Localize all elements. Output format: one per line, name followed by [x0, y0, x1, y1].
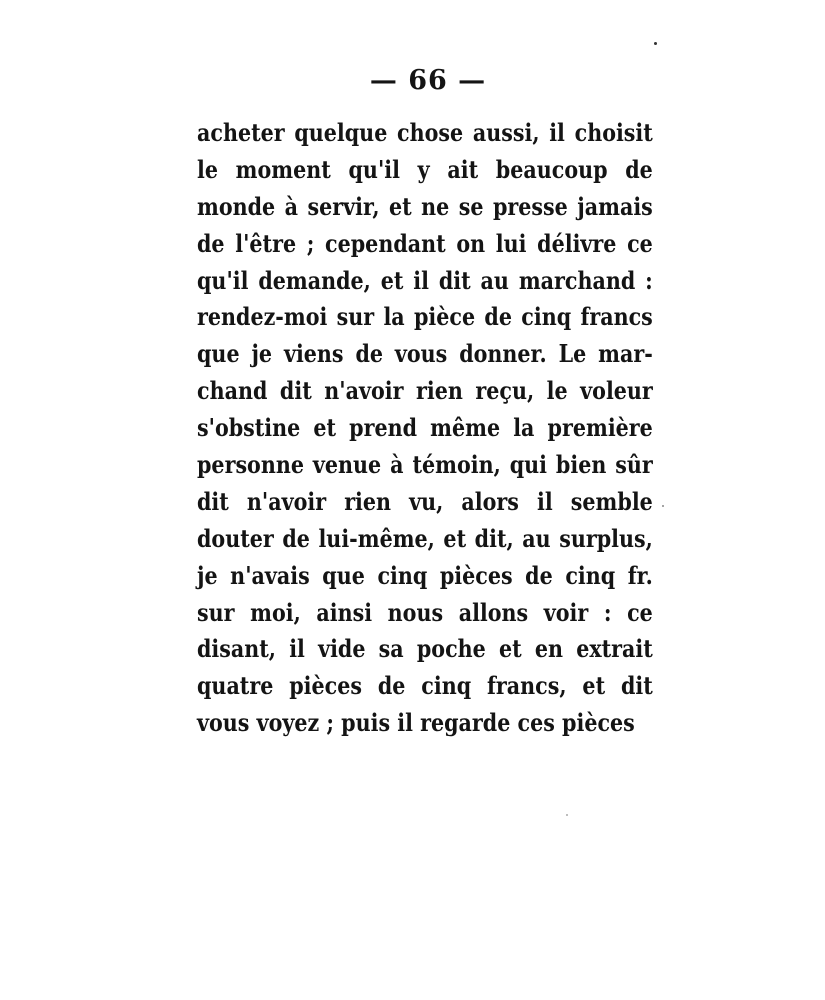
- text-line: douter de lui-même, et dit, au surplus,: [197, 523, 653, 553]
- text-line: vous voyez ; puis il regarde ces pièces: [197, 708, 635, 738]
- text-line: s'obstine et prend même la première: [197, 413, 653, 443]
- text-line: rendez-moi sur la pièce de cinq francs: [197, 302, 653, 332]
- text-line: acheter quelque chose aussi, il choisit: [197, 118, 653, 147]
- text-line: qu'il demande, et il dit au marchand :: [197, 265, 653, 295]
- text-line: disant, il vide sa poche et en extrait: [197, 634, 653, 664]
- text-line: personne venue à témoin, qui bien sûr: [197, 450, 653, 480]
- text-line: dit n'avoir rien vu, alors il semble: [197, 486, 653, 516]
- text-line: sur moi, ainsi nous allons voir : ce: [197, 597, 653, 627]
- text-line: je n'avais que cinq pièces de cinq fr.: [197, 560, 653, 590]
- text-line: que je viens de vous donner. Le mar-: [197, 339, 653, 369]
- ink-speck: [566, 814, 568, 816]
- text-line: monde à servir, et ne se presse jamais: [197, 191, 653, 221]
- ink-speck: [662, 505, 664, 507]
- text-line: le moment qu'il y ait beaucoup de: [197, 154, 653, 184]
- ink-speck: [654, 42, 657, 45]
- text-line: quatre pièces de cinq francs, et dit: [197, 671, 653, 701]
- text-line: de l'être ; cependant on lui délivre ce: [197, 228, 653, 258]
- page-number-header: — 66 —: [369, 64, 487, 96]
- body-text: [197, 115, 653, 742]
- text-line: chand dit n'avoir rien reçu, le voleur: [197, 376, 653, 406]
